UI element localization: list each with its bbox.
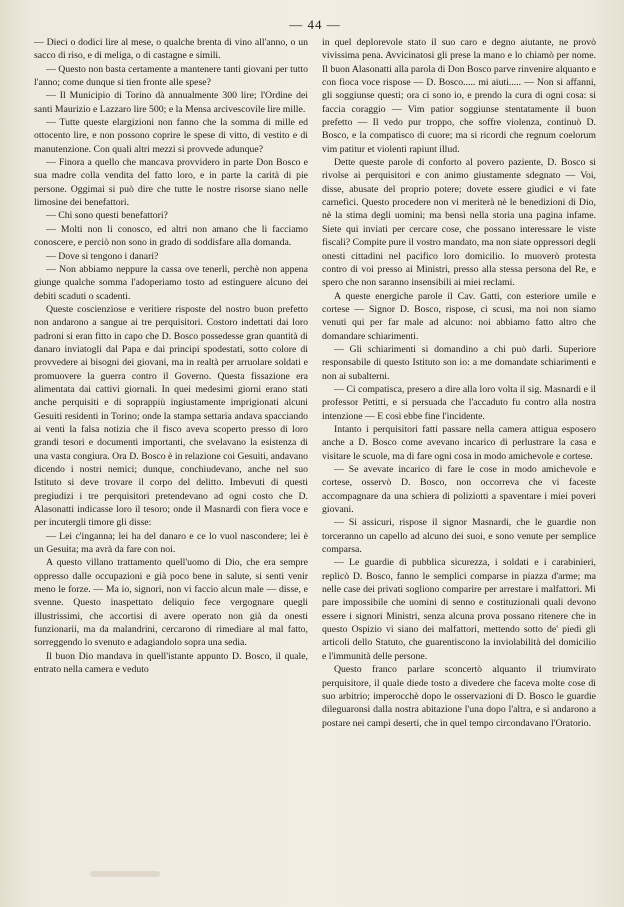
paragraph: in quel deplorevole stato il suo caro e degno aiutante, ne provò vivissima pena. Avvicinatosi gli prese la mano e lo chiamò per nome. Il buon Alasonatti alla parola di Don Bosco parve rinvenire alquanto e con fioca voce rispose — D. Bosco..... mi aiuti..... — Non si affanni, gli soggiunse questi; ora ci sono io, e prendo la cura di ogni cosa: si faccia coraggio — Vim patior soggiunse stentatamente il buon prefetto — Il vedo pur troppo, che soffre violenza, continuò D. Bosco, e la compatisco di cuore; ma si ricordi che regnum coelorum vim patitur et violenti rapiunt illud. bbox=[322, 37, 596, 155]
paragraph: — Ci compatisca, presero a dire alla loro volta il sig. Masnardi e il professor Petitti, e si persuada che l'accaduto fu contro alla nostra intenzione — E così ebbe fine l'incidente. bbox=[322, 383, 596, 422]
right-column bbox=[322, 36, 596, 896]
paragraph: — Lei c'inganna; lei ha del danaro e ce lo vuol nascondere; lei è un Gesuita; ma avrà da fare con noi. bbox=[34, 530, 308, 556]
paragraph: — Questo non basta certamente a mantenere tanti giovani per tutto l'anno; come dunque si tien fronte alle spese? bbox=[34, 63, 308, 89]
paragraph: — Il Municipio di Torino dà annualmente 300 lire; l'Ordine dei santi Maurizio e Lazzaro lire 500; e la Mensa arcivescovile lire mille. bbox=[34, 90, 308, 115]
paragraph: — Chi sono questi benefattori? bbox=[46, 210, 168, 222]
paragraph: — Le guardie di pubblica sicurezza, i soldati e i carabinieri, replicò D. Bosco, fanno le semplici comparse in piazza d'arme; ma nelle case dei privati sogliono comparire per arrestare i malfattori. Mi pare impossibile che uomini di senno e costituzionali quali devono essere i signori Ministri, senza alcuna prova possano ritenere che in questo Ospizio vi siano dei malfattori, mettendo sotto de' piedi gli articoli dello Statuto, che guarentiscono la inviolabilità del domicilio e l'immunità delle persone. bbox=[322, 557, 596, 662]
paragraph: Dette queste parole di conforto al povero paziente, D. Bosco si rivolse ai perquisitori e con animo giustamente sdegnato — Voi, disse, abusate del proprio potere; dovete essere giudici e vi fate carnefici. Questo procedere non vi meriterà nè le benedizioni di Dio, nè la stima degli uomini; ma bensì nella storia una pagina infame. Siete qui inviati per cercare cose, che possano interessare le viste fiscali? Compite pure il vostro mandato, ma non siate oppressori degli onesti cittadini nel pacifico loro domicilio. Io muoverò protesta contro di voi presso ai Ministri, presso alla stessa persona del Re, e spero che non saranno insensibili ai miei reclami. bbox=[322, 157, 596, 289]
page-number: — 44 — bbox=[289, 17, 341, 32]
paragraph: — Dove si tengono i danari? bbox=[46, 250, 159, 262]
paragraph: — Si assicuri, rispose il signor Masnardi, che le guardie non torceranno un capello ad alcuno dei suoi, e sono venute per semplice comparsa. bbox=[322, 517, 596, 556]
paragraph: A queste energiche parole il Cav. Gatti, con esteriore umile e cortese — Signor D. Bosco, rispose, ci scusi, ma noi non siamo venuti qui per far male ad alcuno: noi abbiamo fatto altro che domandare schiarimenti. bbox=[322, 290, 596, 342]
page-smudge bbox=[90, 871, 160, 877]
paragraph: A questo villano trattamento quell'uomo di Dio, che era sempre oppresso dalle occupazioni e già poco bene in salute, si sentì venir meno le forze. — Ma io, signori, non vi faccio alcun male — disse, e svenne. Questo inaspettato deliquio fece vergognare quegli illustrissimi, che accortisi di avere operato non già da onesti funzionarii, ma da malandrini, cercarono di rimediare al mal fatto, sorreggendo lo svenuto e adagiandolo sopra una sedia. bbox=[34, 557, 308, 649]
paragraph: — Se avevate incarico di fare le cose in modo amichevole e cortese, osservò D. Bosco, non occorreva che vi faceste accompagnare da una schiera di poliziotti a spaventare i miei poveri giovani. bbox=[322, 464, 596, 516]
paragraph: Queste coscienziose e veritiere risposte del nostro buon prefetto non andarono a sangue ai tre perquisitori. Costoro indettati dai loro padroni si eran fitto in capo che D. Bosco possedesse gran quantità di danaro inviatogli dal Papa e dai principi spodestati, sotto colore di provvedere ai bisogni dei giovani, ma in realtà per arruolare soldati e promuovere la guerra contro il Governo. Questa fissazione era alimentata dai cattivi giornali. In quei medesimi giorni erano stati anche perquisiti e di soprappiù ingiustamente imprigionati alcuni Gesuiti residenti in Torino; onde la stampa settaria andava spacciando ai venti la falsa notizia che il fisco aveva scoperto presso di loro grandi tesori e documenti importanti, che svelavano la esistenza di una vasta congiura. Ora D. Bosco è in relazione coi Gesuiti, andavano dicendo i nostri nemici; dunque, conchiudevano, anche nel suo Istituto si deve trovare il corpo del delitto. Imbevuti di questi pregiudizi i tre perquisitori pretendevano ad ogni costo che D. Alasonatti indicasse loro il tesoro; onde il Masnardi con fiera voce e per incutergli timore gli disse: bbox=[34, 303, 308, 529]
paragraph: Il buon Dio mandava in quell'istante appunto D. Bosco, il quale, entrato nella camera e veduto bbox=[34, 650, 308, 676]
paragraph: — Dieci o dodici lire al mese, o qualche brenta di vino all'anno, o un sacco di riso, e di meliga, o di castagne e simili. bbox=[34, 37, 308, 62]
paragraph: — Non abbiamo neppure la cassa ove tenerli, perchè non appena giunge qualche somma l'adoperiamo tosto ad estinguere alcuno dei debiti scaduti o scadenti. bbox=[34, 263, 308, 302]
paragraph: — Gli schiarimenti si domandino a chi può darli. Superiore responsabile di questo Istituto son io: a me domandate schiarimenti e non ai subalterni. bbox=[322, 343, 596, 382]
paragraph: Intanto i perquisitori fatti passare nella camera attigua esposero anche a D. Bosco come avevano incarico di perlustrare la casa e visitare le scuole, ma di fare ogni cosa in modo amichevole e cortese. bbox=[322, 423, 596, 462]
paragraph: Questo franco parlare sconcertò alquanto il triumvirato perquisitore, il quale diede tosto a divedere che faceva molte cose di suo arbitrio; imperocchè dopo le osservazioni di D. Bosco le guardie dileguaronsi dalla nostra abitazione l'una dopo l'altra, e si andarono a postare nei campi deserti, che in quel tempo circondavano l'Oratorio. bbox=[322, 664, 596, 729]
paragraph: — Finora a quello che mancava provvidero in parte Don Bosco e sua madre colla vendita del fatto loro, e in parte la carità di pie persone. Oggimai si può dire che tutte le nostre risorse siano nelle limosine dei benefattori. bbox=[34, 157, 308, 209]
paragraph: — Tutte queste elargizioni non fanno che la somma di mille ed ottocento lire, e non possono coprire le spese di vitto, di vestito e di manutenzione. Con quali altri mezzi si provvede adunque? bbox=[34, 117, 308, 155]
left-column bbox=[34, 36, 308, 896]
paragraph: — Molti non li conosco, ed altri non amano che li facciamo conoscere, e perciò non sono in grado di soddisfare alla domanda. bbox=[34, 223, 308, 249]
text-columns bbox=[34, 36, 596, 896]
